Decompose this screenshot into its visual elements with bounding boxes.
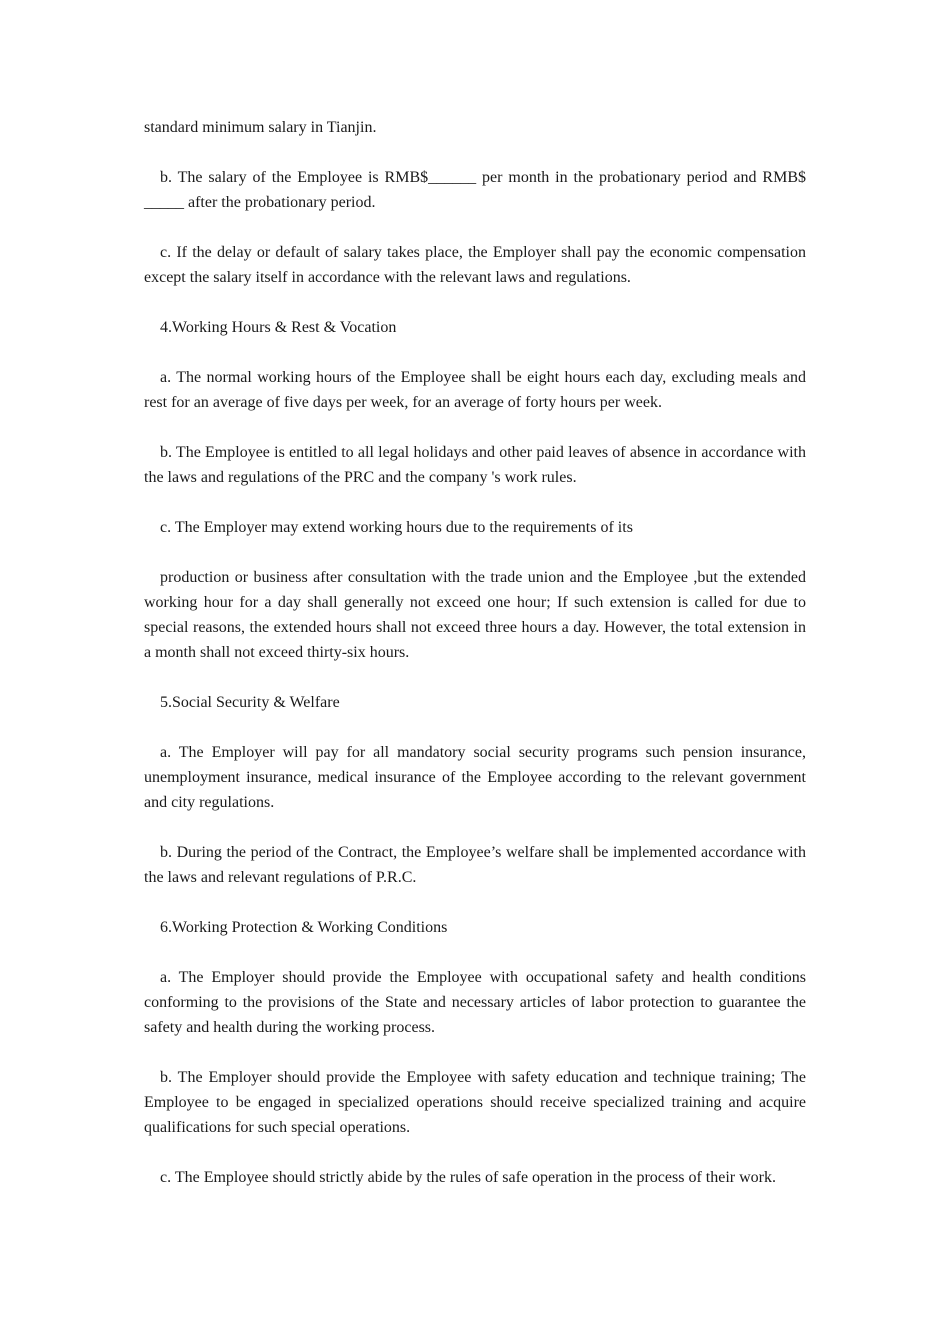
paragraph-social-security-programs: a. The Employer will pay for all mandatory social security programs such pension insurance, unemployment insurance, medical insurance of the Employee according to the relevant government and city regulations. (144, 744, 806, 811)
paragraph-salary-amount: b. The salary of the Employee is RMB$______ per month in the probationary period and RMB$ _____ after the probationary period. (144, 169, 806, 211)
paragraph-safety-training: b. The Employer should provide the Employee with safety education and technique training; The Employee to be engaged in specialized operations should receive specialized training and acquire qualifications for such special operations. (144, 1069, 806, 1136)
paragraph-extend-hours: c. The Employer may extend working hours due to the requirements of its (160, 519, 633, 536)
paragraph-safety-conditions: a. The Employer should provide the Employee with occupational safety and health conditions conforming to the provisions of the State and necessary articles of labor protection to guarantee the safety and health during the working process. (144, 969, 806, 1036)
section-heading-working-protection: 6.Working Protection & Working Conditions (160, 919, 448, 936)
document-body (144, 115, 806, 1215)
paragraph-normal-hours: a. The normal working hours of the Employee shall be eight hours each day, excluding meals and rest for an average of five days per week, for an average of forty hours per week. (144, 369, 806, 411)
section-heading-social-security: 5.Social Security & Welfare (160, 694, 340, 711)
section-heading-working-hours: 4.Working Hours & Rest & Vocation (160, 319, 397, 336)
paragraph-holidays: b. The Employee is entitled to all legal holidays and other paid leaves of absence in accordance with the laws and regulations of the PRC and the company 's work rules. (144, 444, 806, 486)
paragraph-welfare: b. During the period of the Contract, the Employee’s welfare shall be implemented accordance with the laws and relevant regulations of P.R.C. (144, 844, 806, 886)
paragraph-salary-standard: standard minimum salary in Tianjin. (144, 119, 377, 136)
paragraph-extension-limits: production or business after consultation with the trade union and the Employee ,but the extended working hour for a day shall generally not exceed one hour; If such extension is called for due to special reasons, the extended hours shall not exceed three hours a day. However, the total extension in a month shall not exceed thirty-six hours. (144, 569, 806, 661)
paragraph-safe-operation: c. The Employee should strictly abide by the rules of safe operation in the process of their work. (160, 1169, 776, 1186)
paragraph-salary-default: c. If the delay or default of salary takes place, the Employer shall pay the economic compensation except the salary itself in accordance with the relevant laws and regulations. (144, 244, 806, 286)
